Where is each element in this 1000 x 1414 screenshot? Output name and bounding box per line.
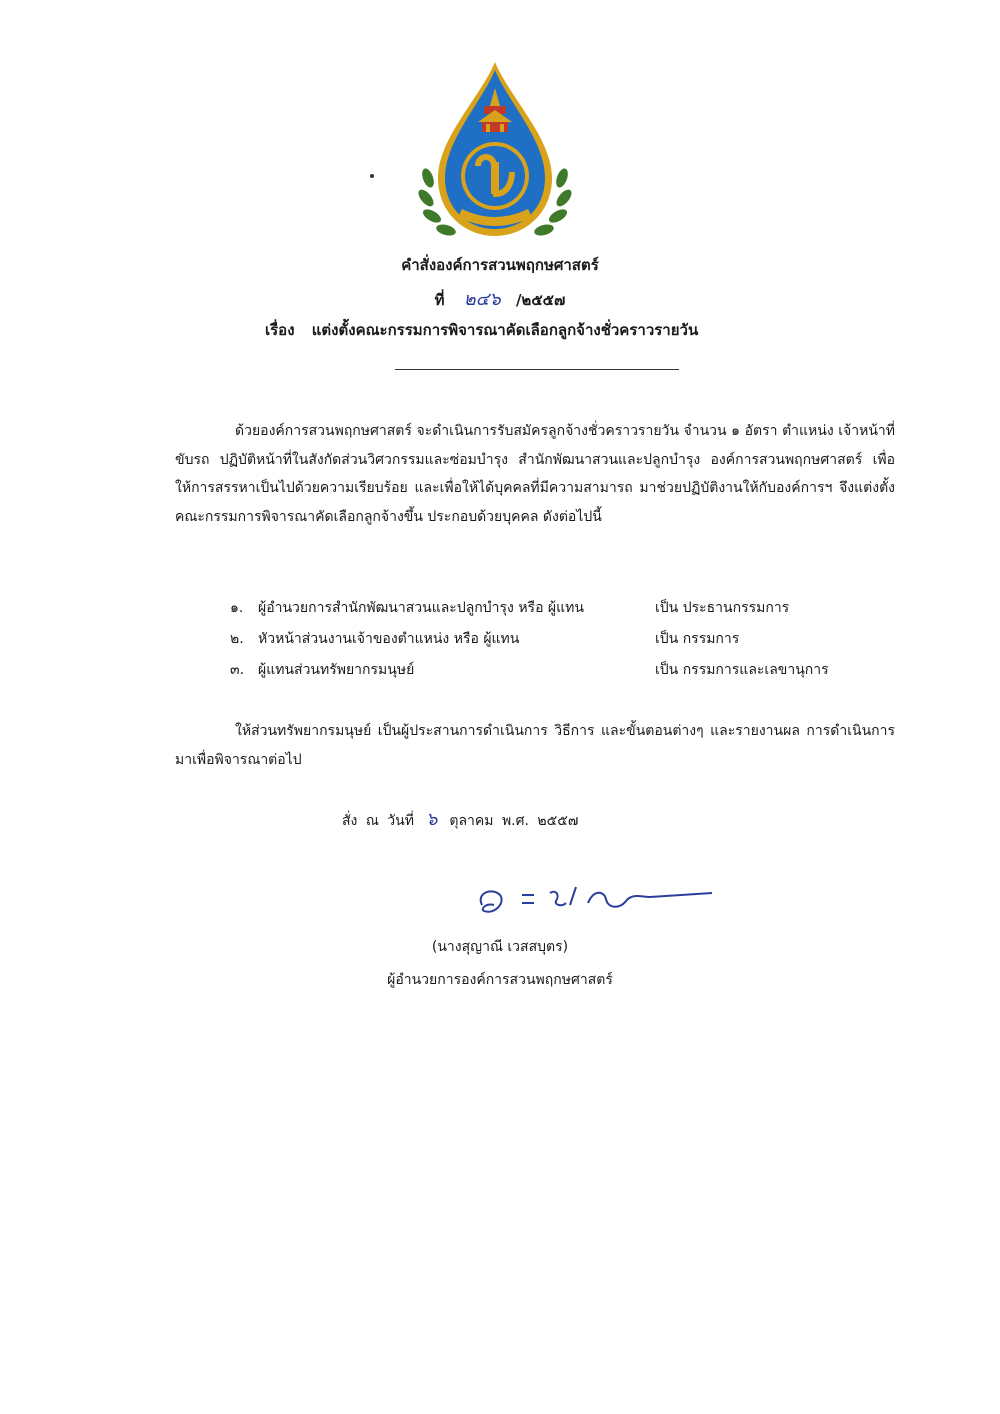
signer-title: ผู้อำนวยการองค์การสวนพฤกษศาสตร์ <box>387 972 613 988</box>
signer-name: (นางสุญาณี เวสสบุตร) <box>431 939 569 955</box>
docnum-year: /๒๕๕๗ <box>515 291 566 309</box>
docnum-label: ที่ <box>434 291 445 309</box>
handwritten-signature <box>470 875 720 920</box>
member-role: เป็น กรรมการและเลขานุการ <box>655 662 829 678</box>
subject-label: เรื่อง <box>265 321 295 339</box>
subject-text: แต่งตั้งคณะกรรมการพิจารณาคัดเลือกลูกจ้างชั่วคราวรายวัน <box>311 321 699 339</box>
paragraph-coordination: ให้ส่วนทรัพยากรมนุษย์ เป็นผู้ประสานการดำเนินการ วิธีการ และขั้นตอนต่างๆ และรายงานผล การดำเนินการมาเพื่อพิจารณาต่อไป <box>175 723 895 768</box>
list-item <box>230 597 870 628</box>
docnum-handwritten: ๒๔๖ <box>463 289 501 310</box>
document-number <box>0 284 1000 313</box>
committee-member-list <box>230 597 870 690</box>
list-item <box>230 628 870 659</box>
date-suffix: ตุลาคม พ.ศ. ๒๕๕๗ <box>449 813 579 829</box>
member-number: ๓. <box>230 662 245 678</box>
order-title: คำสั่งองค์การสวนพฤกษศาสตร์ <box>401 256 599 274</box>
subject-line <box>265 318 698 342</box>
paragraph-intro: ด้วยองค์การสวนพฤกษศาสตร์ จะดำเนินการรับสมัครลูกจ้างชั่วคราวรายวัน จำนวน ๑ อัตรา ตำแหน่ง เจ้าหน้าที่ขับรถ ปฏิบัติหน้าที่ในสังกัดส่วนวิศวกรรมและซ่อมบำรุง สำนักพัฒนาสวนและปลูกบำรุง องค์การสวนพฤกษศาสตร์ เพื่อให้การสรรหาเป็นไปด้วยความเรียบร้อย และเพื่อให้ได้บุคคลที่มีความสามารถ มาช่วยปฏิบัติงานให้กับองค์การฯ จึงแต่งตั้งคณะกรรมการพิจารณาคัดเลือกลูกจ้างขึ้น ประกอบด้วยบุคคล ดังต่อไปนี้ <box>175 423 895 525</box>
member-name: ผู้อำนวยการสำนักพัฒนาสวนและปลูกบำรุง หรือ ผู้แทน <box>258 600 584 616</box>
botanical-garden-organization-logo <box>410 58 580 244</box>
member-role: เป็น ประธานกรรมการ <box>655 600 790 616</box>
date-day-handwritten: ๖ <box>425 809 438 830</box>
ink-speck <box>370 174 374 178</box>
member-name: ผู้แทนส่วนทรัพยากรมนุษย์ <box>258 662 415 678</box>
date-prefix: สั่ง ณ วันที่ <box>342 813 414 829</box>
member-role: เป็น กรรมการ <box>655 631 740 647</box>
list-item <box>230 659 870 690</box>
member-number: ๒. <box>230 631 244 647</box>
member-name: หัวหน้าส่วนงานเจ้าของตำแหน่ง หรือ ผู้แทน <box>258 631 520 647</box>
member-number: ๑. <box>230 600 244 616</box>
date-line <box>342 804 578 833</box>
divider <box>395 369 679 370</box>
